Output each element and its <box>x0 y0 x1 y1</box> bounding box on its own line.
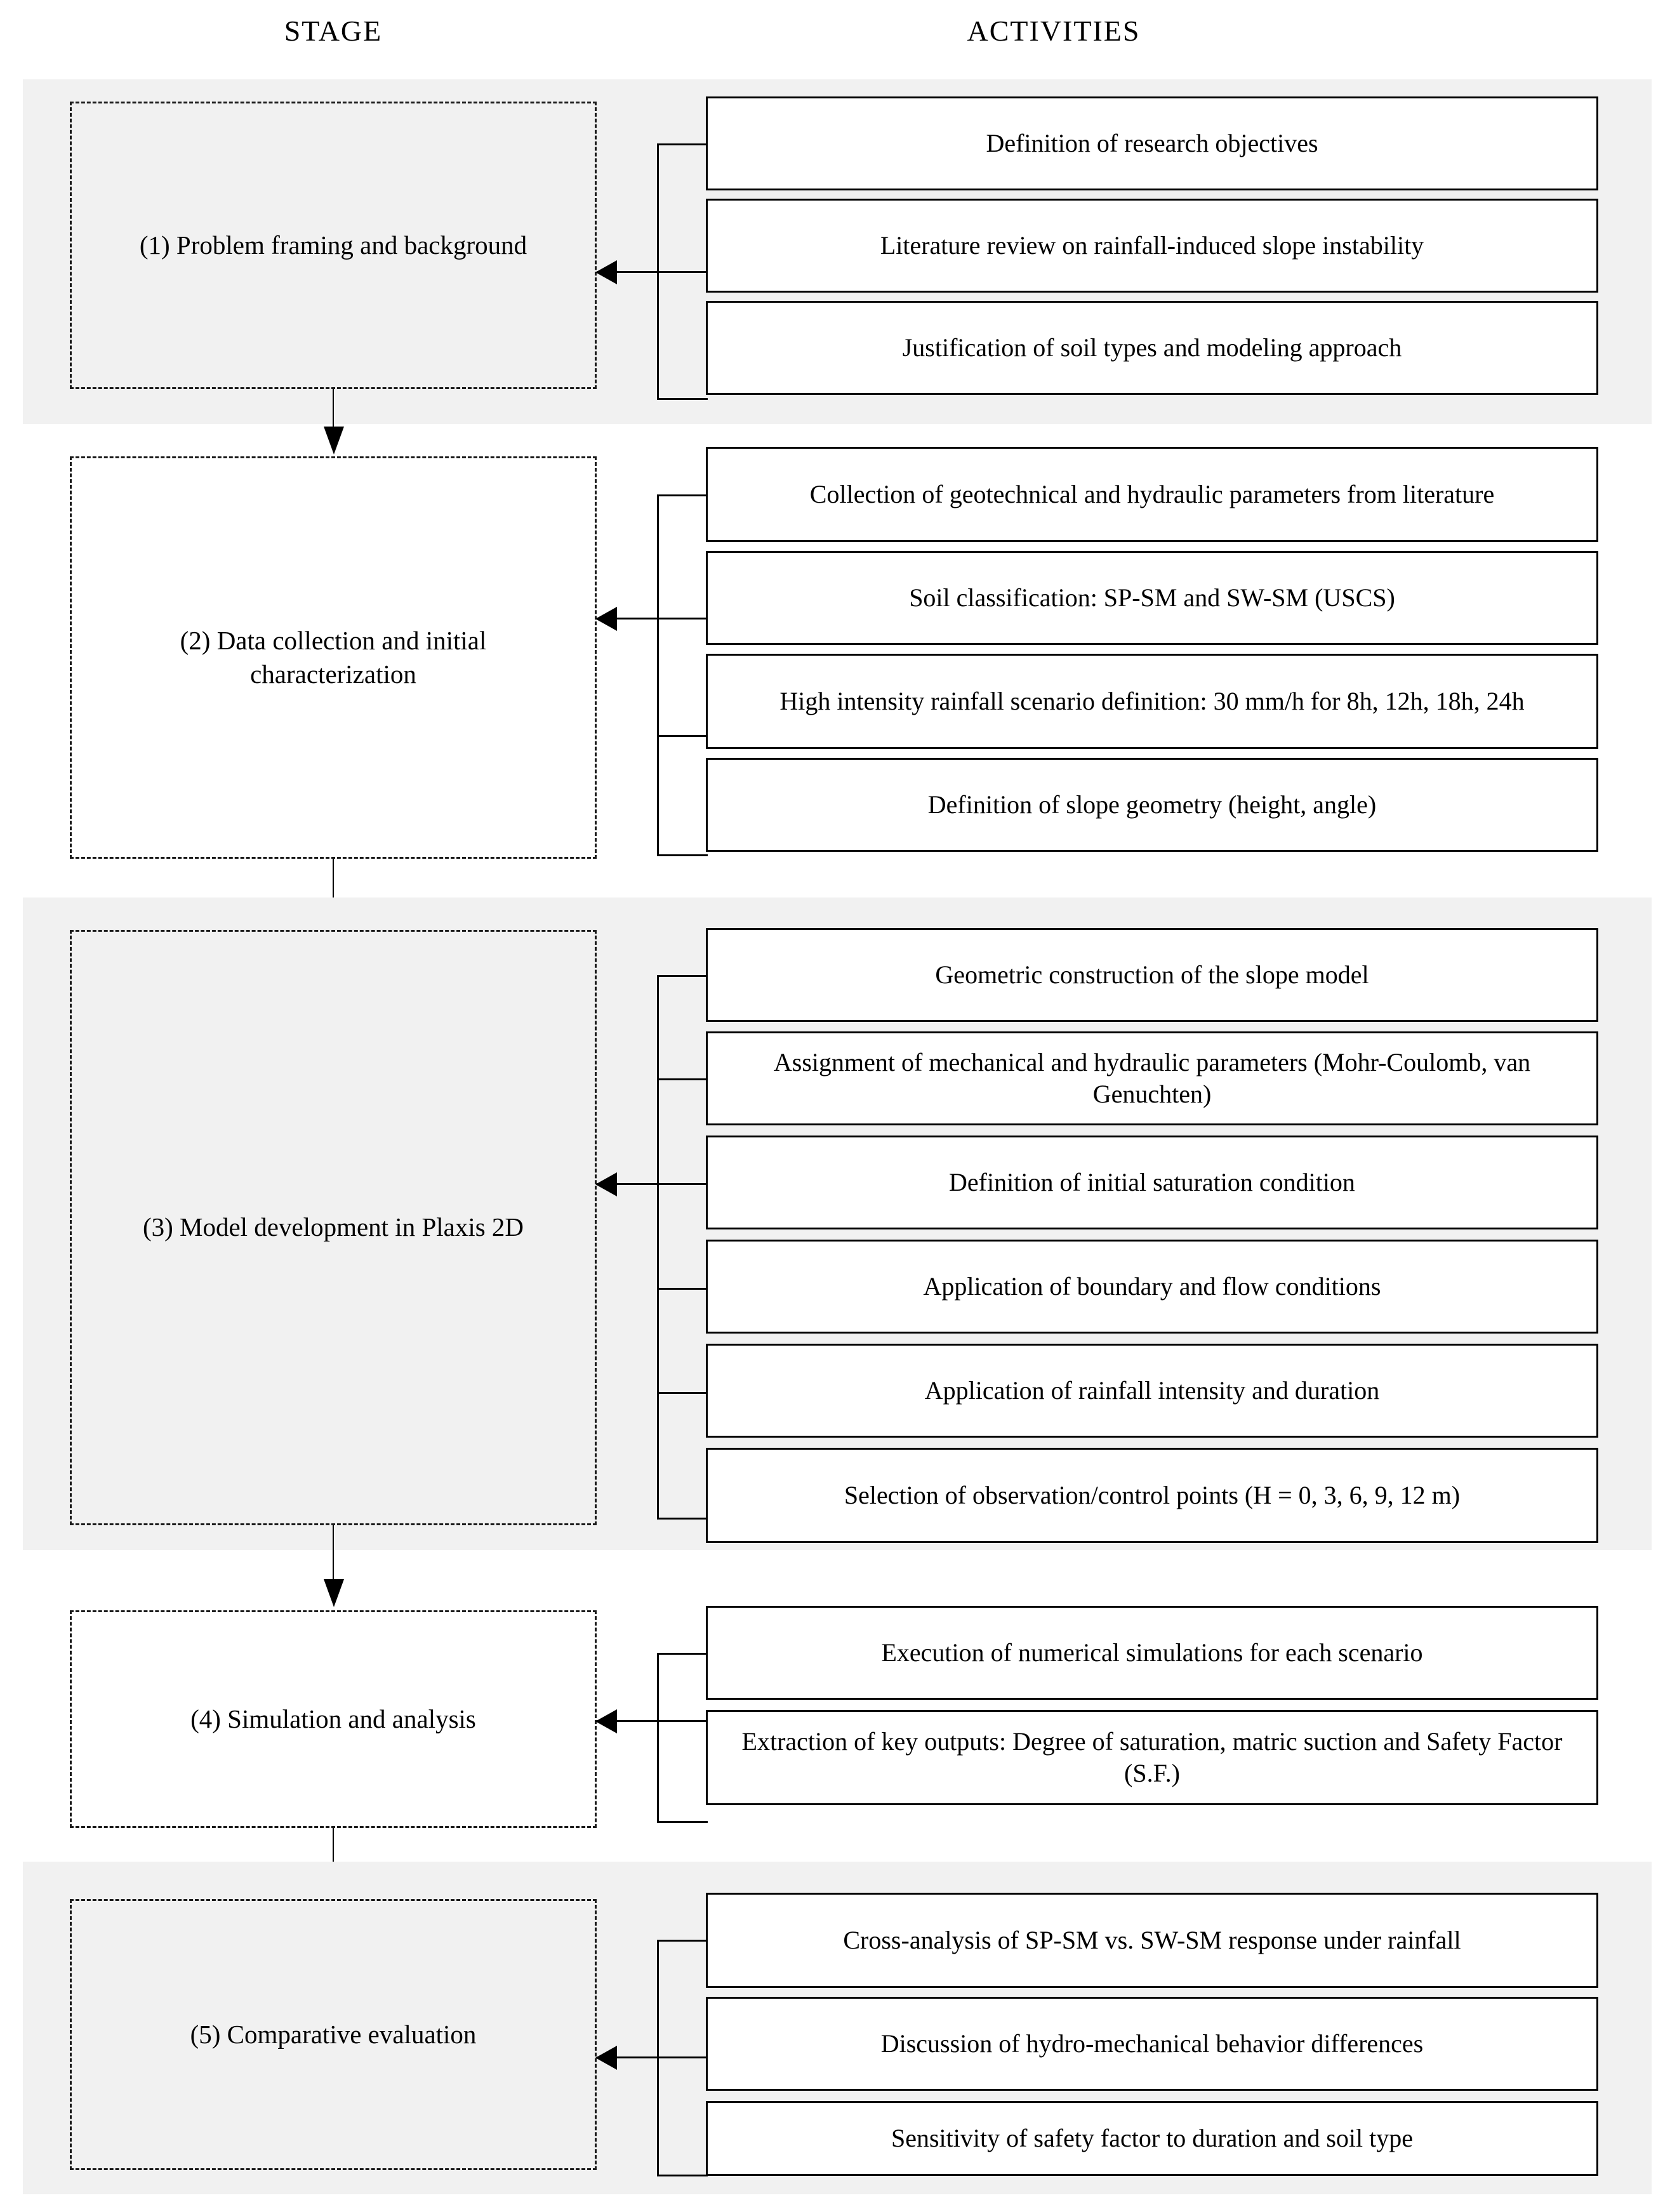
activity-label-1-1: Definition of research objectives <box>986 128 1318 157</box>
activity-label-2-3: High intensity rainfall scenario definition: 30 mm/h for 8h, 12h, 18h, 24h <box>779 686 1525 715</box>
connector-stub-2-4 <box>657 854 708 856</box>
activity-box-3-3[interactable] <box>706 1136 1598 1229</box>
stage-box-5[interactable] <box>70 1899 597 2170</box>
connector-arrow-head-4 <box>595 1709 617 1733</box>
flow-arrow-line-3-4 <box>333 1525 334 1580</box>
stage-label-5: (5) Comparative evaluation <box>190 2019 477 2049</box>
activity-box-1-2[interactable] <box>706 199 1598 293</box>
activity-label-4-1: Execution of numerical simulations for each scenario <box>881 1638 1423 1667</box>
activity-box-2-4[interactable] <box>706 758 1598 852</box>
connector-stub-4-1 <box>657 1653 708 1655</box>
connector-arrow-head-3 <box>595 1172 617 1196</box>
activity-box-3-6[interactable] <box>706 1448 1598 1543</box>
activity-label-3-4: Application of boundary and flow conditions <box>923 1271 1381 1301</box>
connector-stub-2-1 <box>657 494 708 496</box>
stage-label-3: (3) Model development in Plaxis 2D <box>142 1212 524 1242</box>
stage-section-3 <box>0 897 1677 1550</box>
activity-label-3-6: Selection of observation/control points (H = 0, 3, 6, 9, 12 m) <box>844 1480 1461 1509</box>
activity-box-4-2[interactable] <box>706 1710 1598 1805</box>
connector-arrow-head-1 <box>595 260 617 284</box>
activity-box-2-1[interactable] <box>706 447 1598 542</box>
connector-stub-4-2 <box>657 1821 708 1823</box>
column-headers <box>0 0 1677 79</box>
activity-box-4-1[interactable] <box>706 1606 1598 1700</box>
activity-label-2-2: Soil classification: SP-SM and SW-SM (USCS) <box>909 583 1395 612</box>
activity-label-5-3: Sensitivity of safety factor to duration and soil type <box>891 2123 1414 2152</box>
connector-trunk-2 <box>657 494 659 856</box>
activity-box-5-1[interactable] <box>706 1893 1598 1988</box>
activity-label-3-1: Geometric construction of the slope model <box>935 960 1369 989</box>
connector-stub-2-3 <box>657 735 708 737</box>
connector-stub-3-2 <box>657 1078 708 1080</box>
activity-label-3-3: Definition of initial saturation condition <box>949 1167 1355 1196</box>
activity-label-1-3: Justification of soil types and modeling approach <box>902 333 1402 362</box>
activity-box-3-1[interactable] <box>706 928 1598 1022</box>
activity-box-3-2[interactable] <box>706 1031 1598 1125</box>
stage-section-1 <box>0 79 1677 424</box>
column-header-activities: ACTIVITIES <box>967 15 1141 47</box>
stage-label-2: (2) Data collection and initial characterization <box>180 625 487 689</box>
connector-stub-1-1 <box>657 143 708 145</box>
activity-label-1-2: Literature review on rainfall-induced slope instability <box>880 230 1424 260</box>
stage-box-4[interactable] <box>70 1610 597 1828</box>
connector-stub-3-6 <box>657 1518 708 1520</box>
activity-box-3-5[interactable] <box>706 1344 1598 1438</box>
stage-section-4 <box>0 1587 1677 1862</box>
activity-box-5-3[interactable] <box>706 2101 1598 2176</box>
stage-section-2 <box>0 438 1677 897</box>
connector-arrow-head-2 <box>595 607 617 631</box>
activity-label-2-1: Collection of geotechnical and hydraulic parameters from literature <box>809 479 1495 508</box>
activity-box-1-3[interactable] <box>706 301 1598 395</box>
stage-box-1[interactable] <box>70 102 597 389</box>
activity-label-4-2: Extraction of key outputs: Degree of saturation, matric suction and Safety Factor (S.F.) <box>741 1726 1563 1787</box>
stage-section-5 <box>0 1862 1677 2194</box>
activity-label-5-1: Cross-analysis of SP-SM vs. SW-SM response under rainfall <box>843 1925 1461 1954</box>
activity-label-3-5: Application of rainfall intensity and duration <box>924 1375 1380 1405</box>
connector-arrow-head-5 <box>595 2046 617 2070</box>
flow-arrow-line-2-3 <box>333 859 334 901</box>
connector-trunk-3 <box>657 975 659 1520</box>
activity-box-5-2[interactable] <box>706 1997 1598 2091</box>
connector-stub-3-4 <box>657 1288 708 1290</box>
stage-label-1: (1) Problem framing and background <box>139 230 527 260</box>
column-header-stage: STAGE <box>284 15 383 47</box>
activity-box-3-4[interactable] <box>706 1240 1598 1334</box>
stage-label-4: (4) Simulation and analysis <box>190 1704 476 1733</box>
stage-box-3[interactable] <box>70 930 597 1525</box>
activity-box-2-2[interactable] <box>706 551 1598 645</box>
connector-stub-5-3 <box>657 2175 708 2176</box>
connector-trunk-4 <box>657 1653 659 1823</box>
connector-stub-1-3 <box>657 398 708 400</box>
activity-label-5-2: Discussion of hydro-mechanical behavior differences <box>880 2029 1424 2058</box>
activity-label-3-2: Assignment of mechanical and hydraulic parameters (Mohr-Coulomb, van Genuchten) <box>773 1047 1531 1108</box>
stage-box-2[interactable] <box>70 456 597 859</box>
connector-stub-3-5 <box>657 1392 708 1394</box>
flow-arrow-line-1-2 <box>333 389 334 428</box>
activity-label-2-4: Definition of slope geometry (height, angle) <box>927 790 1377 819</box>
activity-box-1-1[interactable] <box>706 96 1598 190</box>
connector-stub-5-1 <box>657 1940 708 1942</box>
connector-stub-3-1 <box>657 975 708 977</box>
activity-box-2-3[interactable] <box>706 654 1598 749</box>
